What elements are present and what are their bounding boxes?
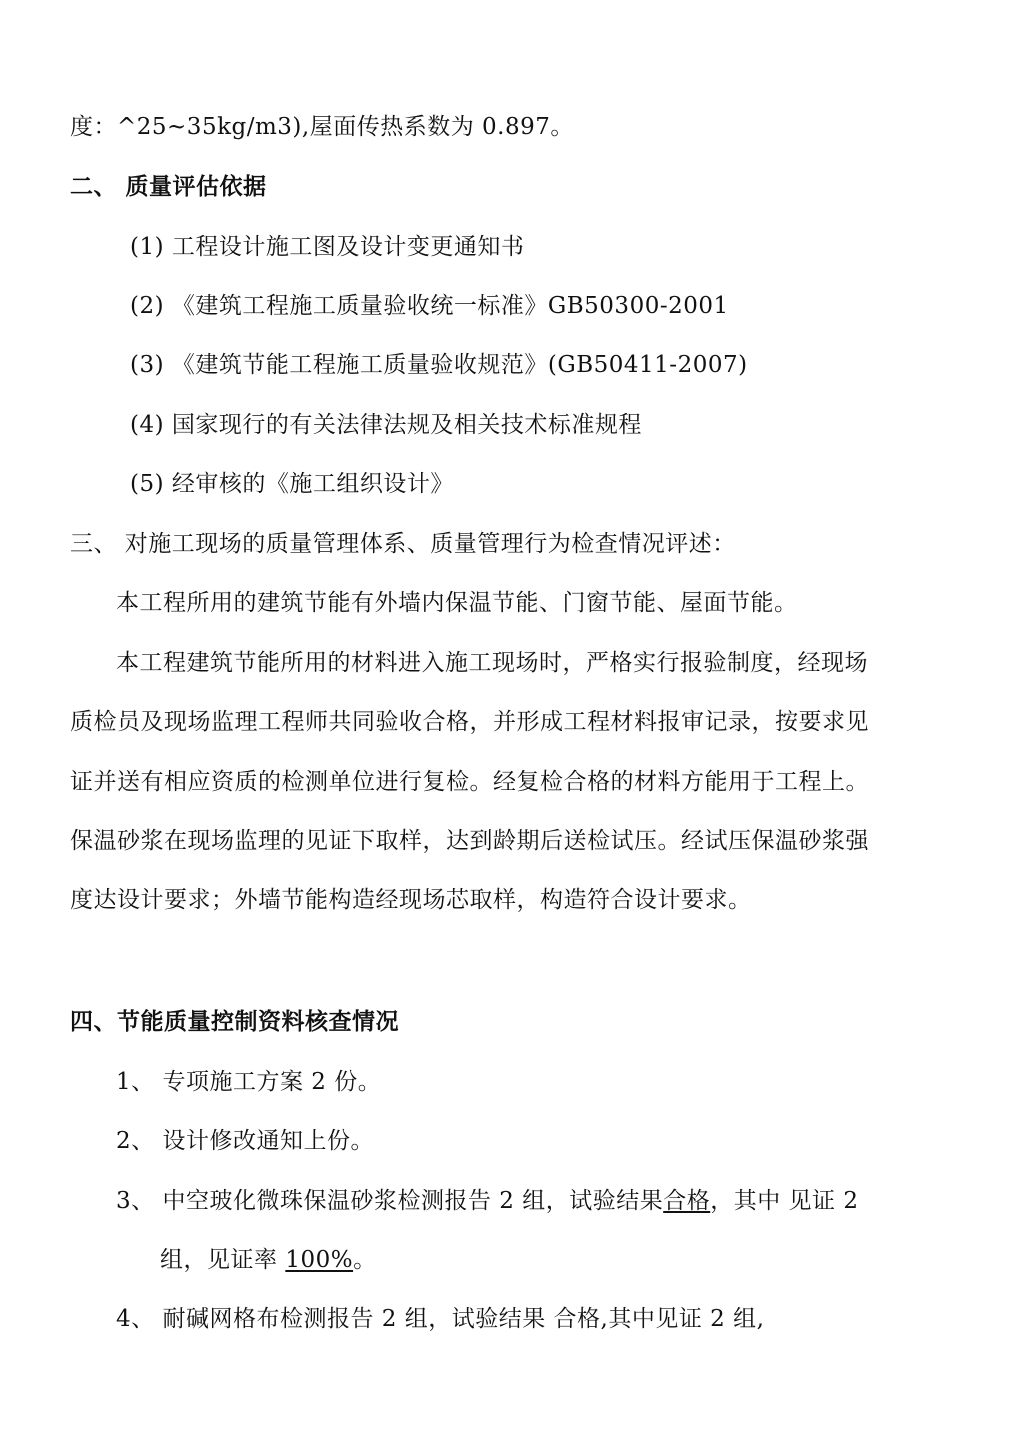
section-3-paragraph-2-line-5: 度达设计要求；外墙节能构造经现场芯取样，构造符合设计要求。	[70, 887, 752, 913]
section-4-title: 四、节能质量控制资料核查情况	[70, 1009, 399, 1035]
section-2-item-2: (2) 《建筑工程施工质量验收统一标准》GB50300-2001	[130, 293, 729, 319]
section-2-item-5: (5) 经审核的《施工组织设计》	[130, 471, 454, 497]
item-3-line-2-prefix: 组，见证率	[160, 1247, 286, 1273]
intro-line: 度：^25~35kg/m3),屋面传热系数为 0.897。	[70, 114, 574, 140]
item-3-result: 合格	[663, 1188, 711, 1214]
item-3-witness-rate: 100%	[285, 1247, 354, 1273]
section-4-item-4: 4、 耐碱网格布检测报告 2 组，试验结果 合格,其中见证 2 组,	[116, 1306, 765, 1332]
section-2-item-1: (1) 工程设计施工图及设计变更通知书	[130, 234, 525, 260]
section-3-paragraph-2-line-4: 保温砂浆在现场监理的见证下取样，达到龄期后送检试压。经试压保温砂浆强	[70, 828, 869, 854]
section-3-title: 三、 对施工现场的质量管理体系、质量管理行为检查情况评述：	[70, 531, 736, 557]
item-3-line-2-suffix: 。	[353, 1247, 377, 1273]
item-3-prefix: 3、 中空玻化微珠保温砂浆检测报告 2 组，试验结果	[116, 1188, 664, 1214]
section-4-item-3-line-2	[160, 1245, 377, 1275]
section-2-title: 二、 质量评估依据	[70, 174, 267, 200]
section-3-paragraph-2-line-3: 证并送有相应资质的检测单位进行复检。经复检合格的材料方能用于工程上。	[70, 769, 869, 795]
section-3-paragraph-2-line-1: 本工程建筑节能所用的材料进入施工现场时，严格实行报验制度，经现场	[116, 650, 868, 676]
section-3-paragraph-2-line-2: 质检员及现场监理工程师共同验收合格，并形成工程材料报审记录，按要求见	[70, 709, 869, 735]
section-4-item-2: 2、 设计修改通知上份。	[116, 1128, 374, 1154]
section-3-paragraph-1: 本工程所用的建筑节能有外墙内保温节能、门窗节能、屋面节能。	[116, 590, 798, 616]
section-2-item-3: (3) 《建筑节能工程施工质量验收规范》(GB50411-2007)	[130, 352, 748, 378]
section-4-item-1: 1、 专项施工方案 2 份。	[116, 1069, 382, 1095]
section-4-item-3-line-1	[116, 1186, 858, 1216]
item-3-suffix: ，其中 见证 2	[710, 1188, 859, 1214]
section-2-item-4: (4) 国家现行的有关法律法规及相关技术标准规程	[130, 412, 642, 438]
